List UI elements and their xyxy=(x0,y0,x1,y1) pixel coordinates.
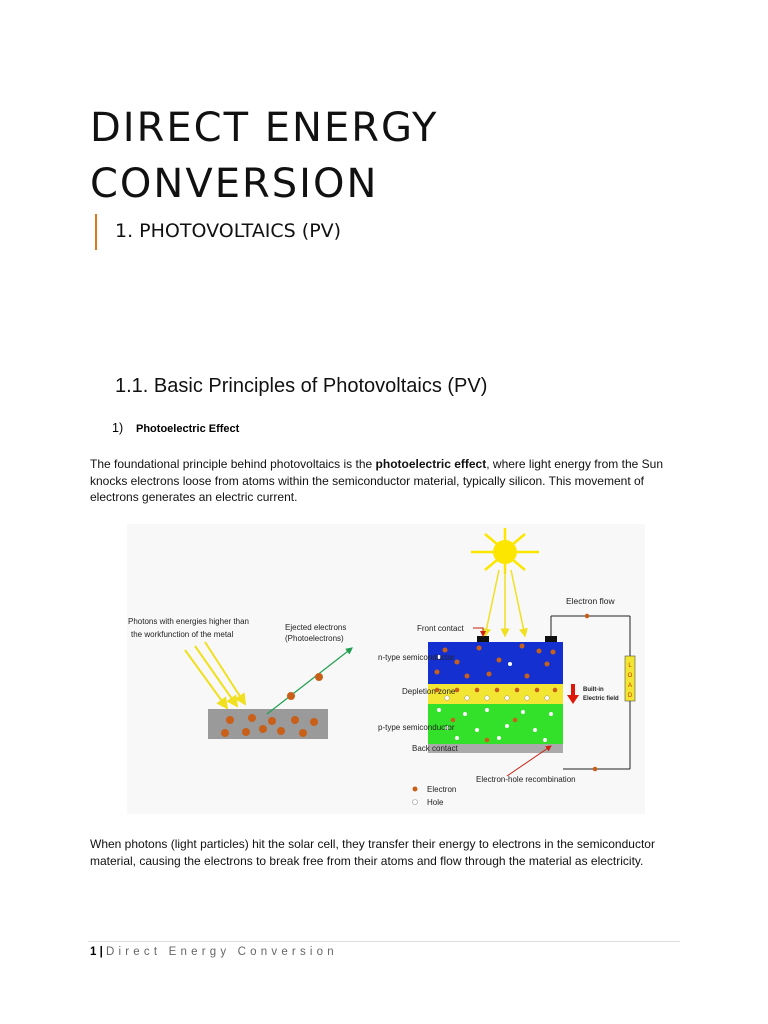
load-letter-o: O xyxy=(627,673,633,679)
legend-electron-label: Electron xyxy=(427,785,457,794)
title-line-2: CONVERSION xyxy=(90,161,379,207)
section-heading: 1.1. Basic Principles of Photovoltaics (PV) xyxy=(115,375,488,397)
photovoltaic-figure xyxy=(127,524,645,814)
photon-label-1: Photons with energies higher than xyxy=(128,617,249,626)
legend-hole-marker xyxy=(413,800,418,805)
running-title: Direct Energy Conversion xyxy=(106,946,338,958)
page-number: 1 xyxy=(90,946,97,958)
load-letter-d: D xyxy=(627,693,633,699)
title-line-1: DIRECT ENERGY xyxy=(90,105,439,151)
paragraph-text-1b: , where light energy from the Sun knocks electrons loose from atoms within the semiconductor material, typically silicon. This movement of electrons generates an electric current. xyxy=(90,457,663,504)
n-type-label: n-type semiconductor xyxy=(378,653,455,662)
list-item-number: 1) xyxy=(112,421,124,435)
back-contact-label: Back contact xyxy=(412,744,458,753)
p-type-label: p-type semiconductor xyxy=(378,723,455,732)
photon-label-2: the workfunction of the metal xyxy=(131,630,234,639)
subtitle-accent-bar xyxy=(95,214,97,250)
paragraph-solar-cell: When photons (light particles) hit the solar cell, they transfer their energy to electrons in the semiconductor material, causing the electrons to break free from their atoms and flow through the material as electricity. xyxy=(90,837,655,868)
front-contact-right xyxy=(545,636,557,642)
load-letter-a: A xyxy=(627,683,633,689)
paragraph-text-1a: The foundational principle behind photovoltaics is the xyxy=(90,457,376,471)
ejected-label-1: Ejected electrons xyxy=(285,623,347,632)
document-title xyxy=(90,100,690,212)
legend-hole-label: Hole xyxy=(427,798,444,807)
footer-rule xyxy=(88,941,680,942)
depletion-label: Depletion zone xyxy=(402,687,456,696)
chapter-heading: 1. PHOTOVOLTAICS (PV) xyxy=(115,220,342,242)
circuit-electron-bottom xyxy=(593,767,598,772)
load-letter-l: L xyxy=(628,663,632,669)
electron-flow-label: Electron flow xyxy=(566,596,615,606)
footer-separator: | xyxy=(96,946,107,958)
circuit-electron-top xyxy=(585,614,590,619)
front-contact-label: Front contact xyxy=(417,624,464,633)
builtin-label-2: Electric field xyxy=(583,696,619,702)
list-item-label: Photoelectric Effect xyxy=(136,423,240,435)
legend-electron-marker xyxy=(413,787,418,792)
n-type-layer xyxy=(428,642,563,684)
paragraph-bold-term: photoelectric effect xyxy=(375,457,487,471)
ejected-label-2: (Photoelectrons) xyxy=(285,634,344,643)
paragraph-photoelectric xyxy=(90,456,680,506)
builtin-label-1: Built-in xyxy=(583,687,604,693)
page-footer xyxy=(90,946,338,958)
list-item xyxy=(112,421,239,435)
recombination-label: Electron-hole recombination xyxy=(476,775,576,784)
front-contact-left xyxy=(477,636,489,642)
